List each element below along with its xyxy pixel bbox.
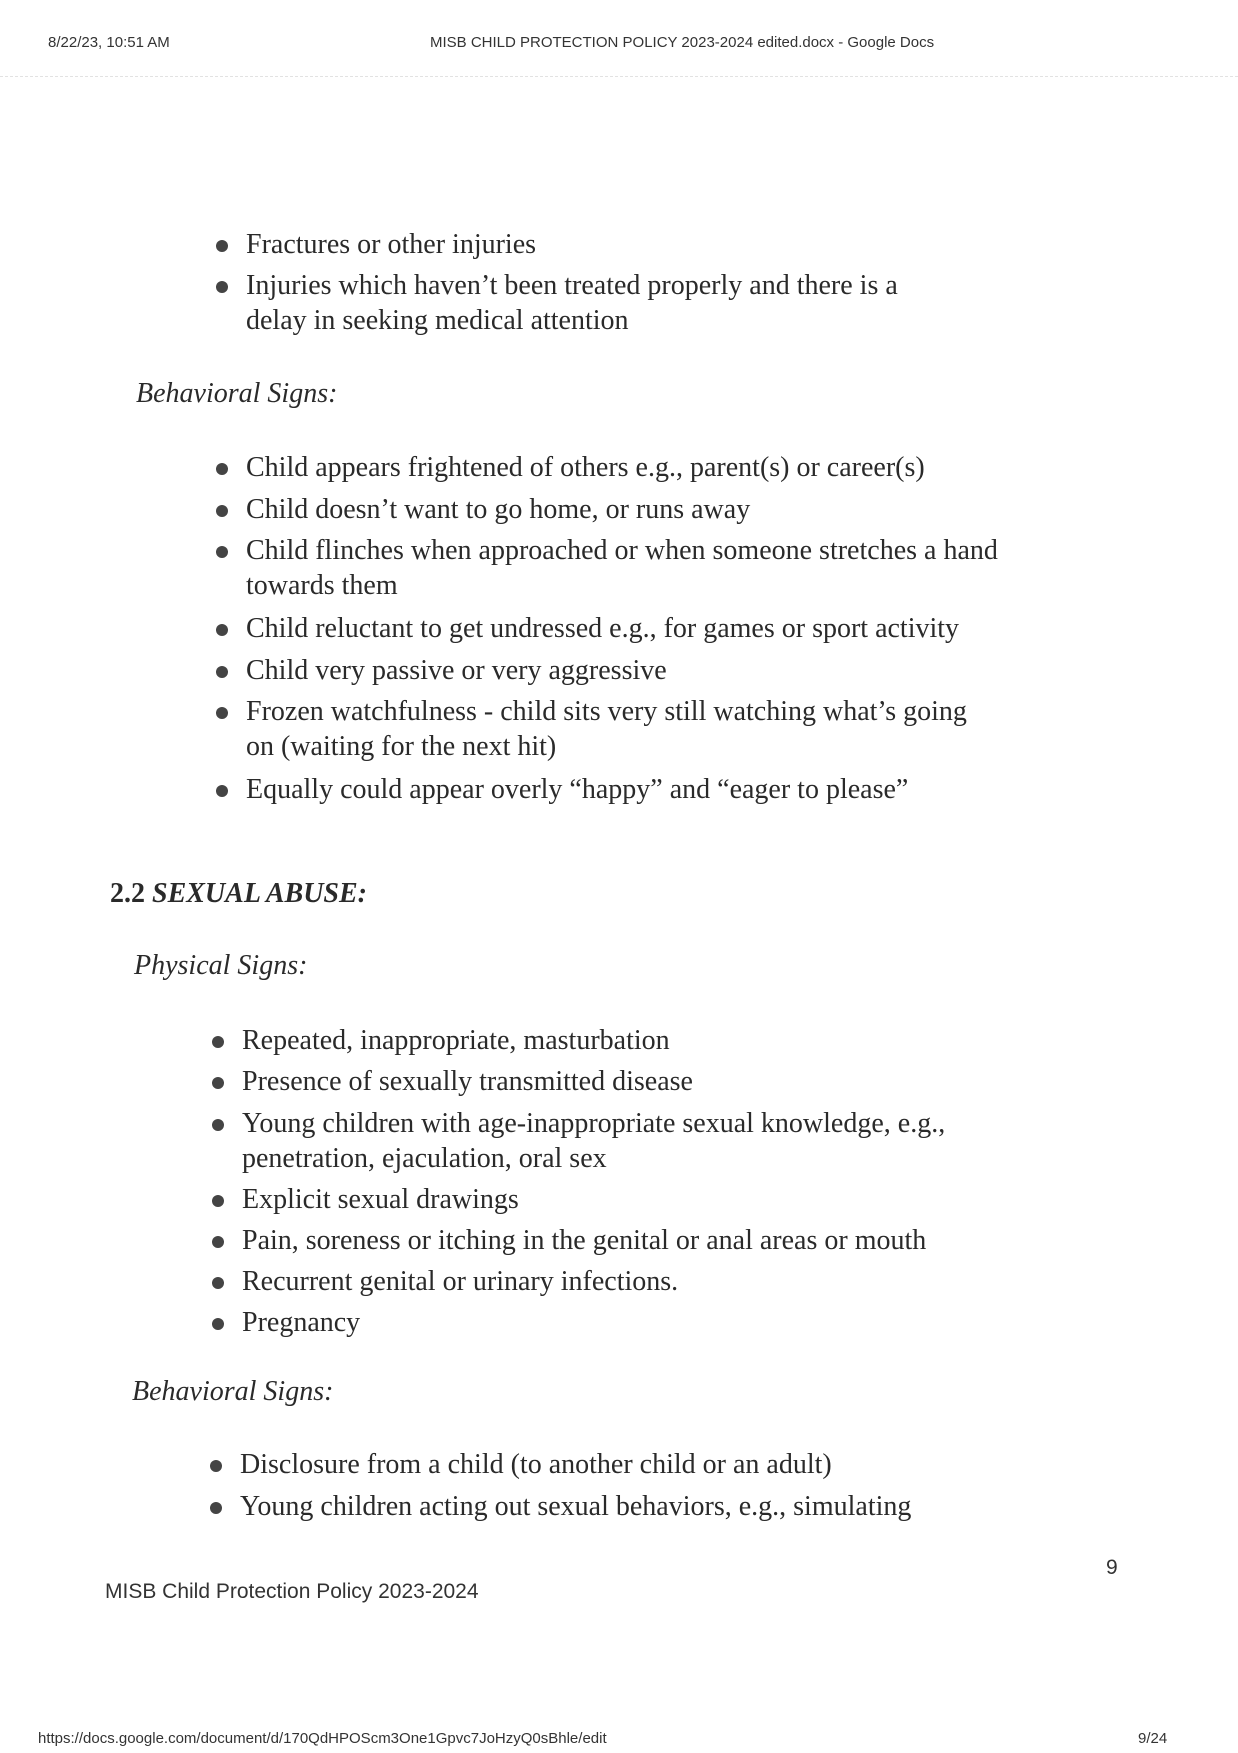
bullet-icon (216, 505, 228, 517)
page-number: 9 (1106, 1556, 1118, 1579)
bullet-icon (212, 1318, 224, 1330)
bullet-icon (216, 463, 228, 475)
list-item: Pain, soreness or itching in the genital or anal areas or mouth (242, 1225, 927, 1256)
list-item: Frozen watchfulness - child sits very still watching what’s going on (waiting for the next hit) (246, 696, 967, 762)
bullet-icon (216, 785, 228, 797)
list-item: Explicit sexual drawings (242, 1184, 519, 1215)
bullet-icon (216, 666, 228, 678)
list-item: Equally could appear overly “happy” and “eager to please” (246, 774, 909, 805)
bullet-icon (212, 1195, 224, 1207)
section-heading (110, 878, 367, 910)
bullet-icon (212, 1077, 224, 1089)
section-number: 2.2 (110, 878, 145, 909)
bullet-icon (212, 1236, 224, 1248)
behavioral-signs-heading: Behavioral Signs: (132, 1376, 334, 1407)
page-footer-text: MISB Child Protection Policy 2023-2024 (105, 1580, 479, 1603)
bullet-icon (216, 707, 228, 719)
list-item: Child doesn’t want to go home, or runs away (246, 494, 751, 525)
bullet-icon (216, 624, 228, 636)
list-item: Child appears frightened of others e.g., parent(s) or career(s) (246, 452, 925, 483)
bullet-icon (216, 546, 228, 558)
list-item: Young children acting out sexual behaviors, e.g., simulating (240, 1491, 912, 1522)
print-doc-title: MISB CHILD PROTECTION POLICY 2023-2024 edited.docx - Google Docs (430, 34, 935, 51)
list-item: Child reluctant to get undressed e.g., for games or sport activity (246, 613, 960, 644)
list-item: Repeated, inappropriate, masturbation (242, 1025, 670, 1056)
list-item: Young children with age-inappropriate sexual knowledge, e.g., penetration, ejaculation, oral sex (242, 1108, 946, 1174)
print-page-count: 9/24 (1138, 1730, 1168, 1747)
print-footer (0, 1730, 1238, 1752)
bullet-icon (210, 1460, 222, 1472)
list-item: Injuries which haven’t been treated properly and there is a delay in seeking medical attention (246, 270, 898, 336)
list-item: Fractures or other injuries (246, 229, 537, 260)
list-item: Presence of sexually transmitted disease (242, 1066, 693, 1097)
list-item: Pregnancy (242, 1307, 361, 1338)
physical-signs-heading: Physical Signs: (134, 950, 308, 981)
bullet-icon (210, 1502, 222, 1514)
print-datetime: 8/22/23, 10:51 AM (48, 34, 170, 51)
behavioral-signs-heading: Behavioral Signs: (136, 378, 338, 409)
list-item: Child flinches when approached or when someone stretches a hand towards them (246, 535, 998, 601)
bullet-icon (212, 1036, 224, 1048)
bullet-icon (212, 1277, 224, 1289)
bullet-icon (212, 1119, 224, 1131)
list-item: Recurrent genital or urinary infections. (242, 1266, 679, 1297)
section-title: SEXUAL ABUSE: (152, 878, 367, 909)
bullet-icon (216, 281, 228, 293)
list-item: Disclosure from a child (to another child or an adult) (240, 1449, 832, 1480)
bullet-icon (216, 240, 228, 252)
print-url: https://docs.google.com/document/d/170QdHPOScm3One1Gpvc7JoHzyQ0sBhle/edit (38, 1730, 607, 1747)
list-item: Child very passive or very aggressive (246, 655, 667, 686)
